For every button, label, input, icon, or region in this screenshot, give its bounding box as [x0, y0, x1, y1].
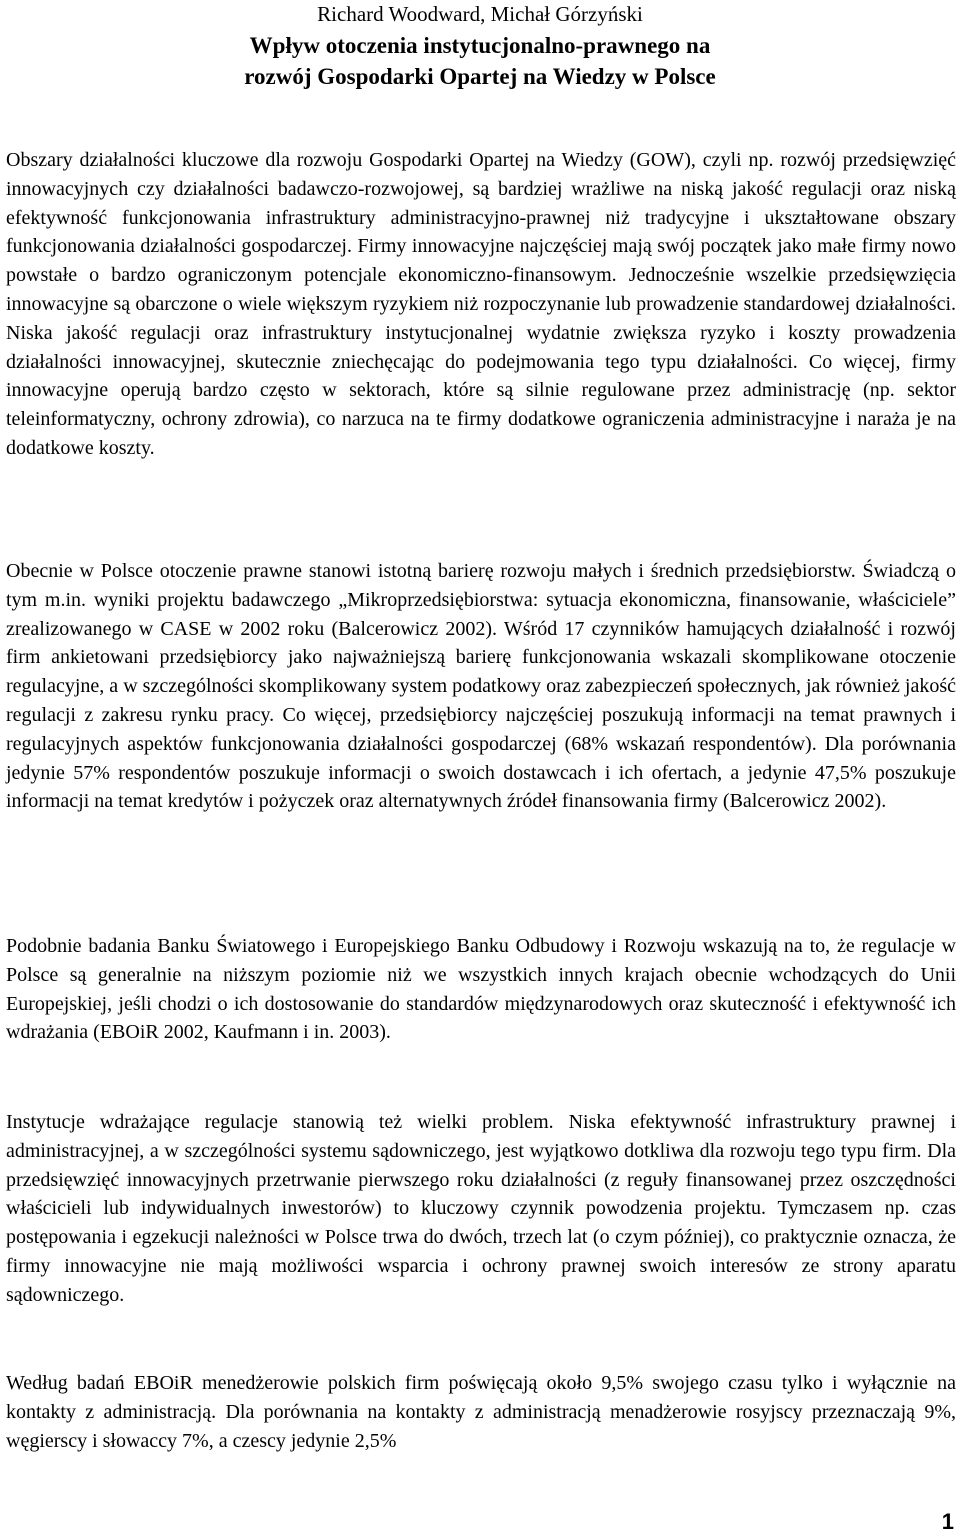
authors: Richard Woodward, Michał Górzyński [317, 2, 643, 26]
paragraph-2: Obecnie w Polsce otoczenie prawne stanowi istotną barierę rozwoju małych i średnich przedsiębiorstw. Świadczą o tym m.in. wyniki projektu badawczego „Mikroprzedsiębiorstwa: sytuacja ekonomiczna, finansowanie, właściciele” zrealizowanego w CASE w 2002 roku (Balcerowicz 2002). Wśród 17 czynników hamujących działalność i rozwój firm ankietowani przedsiębiorcy jako najważniejszą barierę funkcjonowania wskazali skomplikowane otoczenie regulacyjne, a w szczególności skomplikowany system podatkowy oraz zabezpieczeń społecznych, jak również jakość regulacji z zakresu rynku pracy. Co więcej, przedsiębiorcy najczęściej poszukują informacji na temat prawnych i regulacyjnych aspektów funkcjonowania działalności gospodarczej (68% wskazań respondentów). Dla porównania jedynie 57% respondentów poszukuje informacji o swoich dostawcach i ich ofertach, a jedynie 47,5% poszukuje informacji na temat kredytów i pożyczek oraz alternatywnych źródeł finansowania firmy (Balcerowicz 2002). [6, 560, 956, 813]
paragraph-3: Podobnie badania Banku Światowego i Europejskiego Banku Odbudowy i Rozwoju wskazują na to, że regulacje w Polsce są generalnie na niższym poziomie niż we wszystkich innych krajach obecnie wchodzących do Unii Europejskiej, jeśli chodzi o ich dostosowanie do standardów międzynarodowych oraz skuteczność i efektywność ich wdrażania (EBOiR 2002, Kaufmann i in. 2003). [6, 935, 956, 1044]
paragraph-4: Instytucje wdrażające regulacje stanowią też wielki problem. Niska efektywność infrastruktury prawnej i administracyjnej, a w szczególności systemu sądowniczego, jest wyjątkowo dotkliwa dla rozwoju tego typu firm. Dla przedsięwzięć innowacyjnych przetrwanie pierwszego roku działalności (z reguły finansowanej przez oszczędności właścicieli lub indywidualnych inwestorów) to kluczowy czynnik powodzenia projektu. Tymczasem np. czas postępowania i egzekucji należności w Polsce trwa do dwóch, trzech lat (o czym później), co praktycznie oznacza, że firmy innowacyjne nie mają możliwości wsparcia i ochrony prawnej swoich interesów ze strony aparatu sądowniczego. [6, 1111, 956, 1306]
title-line-2: rozwój Gospodarki Opartej na Wiedzy w Polsce [244, 64, 716, 89]
page-number: 1 [941, 1509, 954, 1534]
document-title [0, 30, 960, 92]
paragraph-1: Obszary działalności kluczowe dla rozwoju Gospodarki Opartej na Wiedzy (GOW), czyli np. rozwój przedsięwzięć innowacyjnych czy działalności badawczo-rozwojowej, są bardziej wrażliwe na niską jakość regulacji oraz niską efektywność funkcjonowania infrastruktury administracyjno-prawnej niż tradycyjne i ukształtowane obszary funkcjonowania działalności gospodarczej. Firmy innowacyjne najczęściej mają swój początek jako małe firmy nowo powstałe o bardzo ograniczonym potencjale ekonomiczno-finansowym. Jednocześnie wszelkie przedsięwzięcia innowacyjne są obarczone o wiele większym ryzykiem niż rozpoczynanie lub prowadzenie standardowej działalności. Niska jakość regulacji oraz infrastruktury instytucjonalnej wydatnie zwiększa ryzyko i koszty prowadzenia działalności innowacyjnej, skutecznie zniechęcając do podejmowania tego typu działalności. Co więcej, firmy innowacyjne operują bardzo często w sektorach, które są silnie regulowane przez administrację (np. sektor teleinformatyczny, ochrony zdrowia), co narzuca na te firmy dodatkowe ograniczenia administracyjne i naraża je na dodatkowe koszty. [6, 149, 956, 459]
title-line-1: Wpływ otoczenia instytucjonalno-prawnego na [249, 33, 711, 58]
paragraph-5: Według badań EBOiR menedżerowie polskich firm poświęcają około 9,5% swojego czasu tylko i wyłącznie na kontakty z administracją. Dla porównania na kontakty z administracją menadżerowie rosyjscy przeznaczają 9%, węgierscy i słowaccy 7%, a czescy jedynie 2,5% [6, 1372, 956, 1452]
